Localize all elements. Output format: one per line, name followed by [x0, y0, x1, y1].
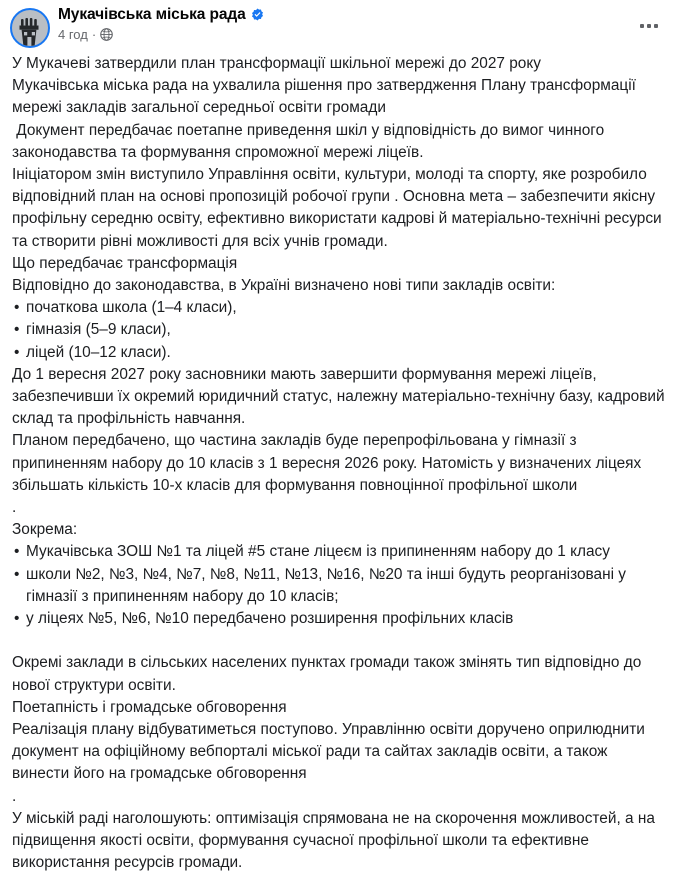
list-item-text: гімназія (5–9 класи),	[26, 321, 171, 339]
bullet-marker: •	[14, 565, 20, 583]
globe-icon[interactable]	[100, 28, 113, 41]
list-item-text: ліцей (10–12 класи).	[26, 343, 171, 361]
list-item-text: Мукачівська ЗОШ №1 та ліцей #5 стане ліцеєм із припиненням набору до 1 класу	[26, 543, 610, 561]
author-info	[58, 6, 264, 41]
list-item	[12, 342, 665, 364]
castle-tower-emblem-icon	[17, 16, 43, 46]
list-item	[12, 297, 665, 319]
bullet-marker: •	[14, 543, 20, 561]
meta-separator: ·	[91, 26, 97, 42]
page-name[interactable]: Мукачівська міська рада	[58, 6, 246, 23]
post-body-text	[0, 50, 677, 875]
paragraph: У міській раді наголошують: оптимізація спрямована не на скорочення можливостей, а на підвищення якості освіти, формування сучасної профільної школи та ефективне використання ресурсів громади.	[12, 809, 660, 872]
list-item-text: початкова школа (1–4 класи),	[26, 299, 237, 317]
avatar[interactable]	[10, 8, 50, 48]
bullet-marker: •	[14, 321, 20, 339]
verified-badge-icon	[251, 8, 264, 21]
list-item	[12, 541, 665, 563]
paragraph: У Мукачеві затвердили план трансформації шкільної мережі до 2027 року	[12, 55, 541, 72]
paragraph: Що передбачає трансформація	[12, 254, 238, 272]
post-options-menu-button[interactable]	[635, 16, 663, 36]
paragraph: До 1 вересня 2027 року засновники мають завершити формування мережі ліцеїв, забезпечивши їх окремий юридичний статус, належну матеріально-технічну базу, кадровий склад та профільність навчання.	[12, 365, 669, 428]
list-item	[12, 319, 665, 341]
paragraph: Планом передбачено, що частина закладів буде перепрофільована у гімназії з припиненням набору до 10 класів з 1 вересня 2026 року. Натомість у визначених ліцеях збільшать кількість 10-х класів для формування повноцінної профільної школи	[12, 432, 646, 494]
ellipsis-dot	[640, 24, 644, 28]
list-item	[12, 608, 665, 630]
paragraph: Поетапність і громадське обговорення	[12, 698, 287, 716]
paragraph: Мукачівська міська рада на ухвалила рішення про затвердження Плану трансформації мережі закладів загальної середньої освіти громади	[12, 77, 641, 117]
paragraph: Відповідно до законодавства, в Україні визначено нові типи закладів освіти:	[12, 277, 556, 295]
author-name-row	[58, 7, 264, 23]
paragraph: Ініціатором змін виступило Управління освіти, культури, молоді та спорту, яке розробило відповідний план на основі пропозицій робочої групи . Основна мета – забезпечити якісну профільну середню освіту, ефективно використати кадрові й матеріально-технічні ресурси та створити рівні можливості для всіх учнів громади.	[12, 166, 666, 250]
post-meta	[58, 28, 264, 41]
paragraph: Реалізація плану відбуватиметься поступово. Управлінню освіти доручено оприлюднити документ на офіційному вебпорталі міської ради та сайтах закладів освіти, а також винести його на громадське обговорення	[12, 721, 650, 783]
paragraph: Документ передбачає поетапне приведення шкіл у відповідність до вимог чинного законодавства та формування спроможної мережі ліцеїв.	[12, 121, 609, 161]
bullet-marker: •	[14, 610, 20, 628]
list-item-text: школи №2, №3, №4, №7, №8, №11, №13, №16, №20 та інші будуть реорганізовані у гімназії з припиненням набору до 10 класів;	[26, 565, 626, 605]
ellipsis-dot	[654, 24, 658, 28]
post-header	[0, 0, 677, 50]
paragraph: .	[12, 499, 17, 517]
post-timestamp[interactable]: 4 год	[58, 26, 88, 42]
bullet-marker: •	[14, 343, 20, 361]
paragraph-spacer	[12, 630, 665, 652]
list-item-text: у ліцеях №5, №6, №10 передбачено розширення профільних класів	[26, 610, 514, 628]
list-item	[12, 564, 665, 608]
paragraph: Окремі заклади в сільських населених пунктах громади також змінять тип відповідно до нової структури освіти.	[12, 654, 646, 694]
paragraph: Зокрема:	[12, 521, 78, 539]
paragraph: .	[12, 787, 17, 805]
bullet-marker: •	[14, 299, 20, 317]
ellipsis-dot	[647, 24, 651, 28]
